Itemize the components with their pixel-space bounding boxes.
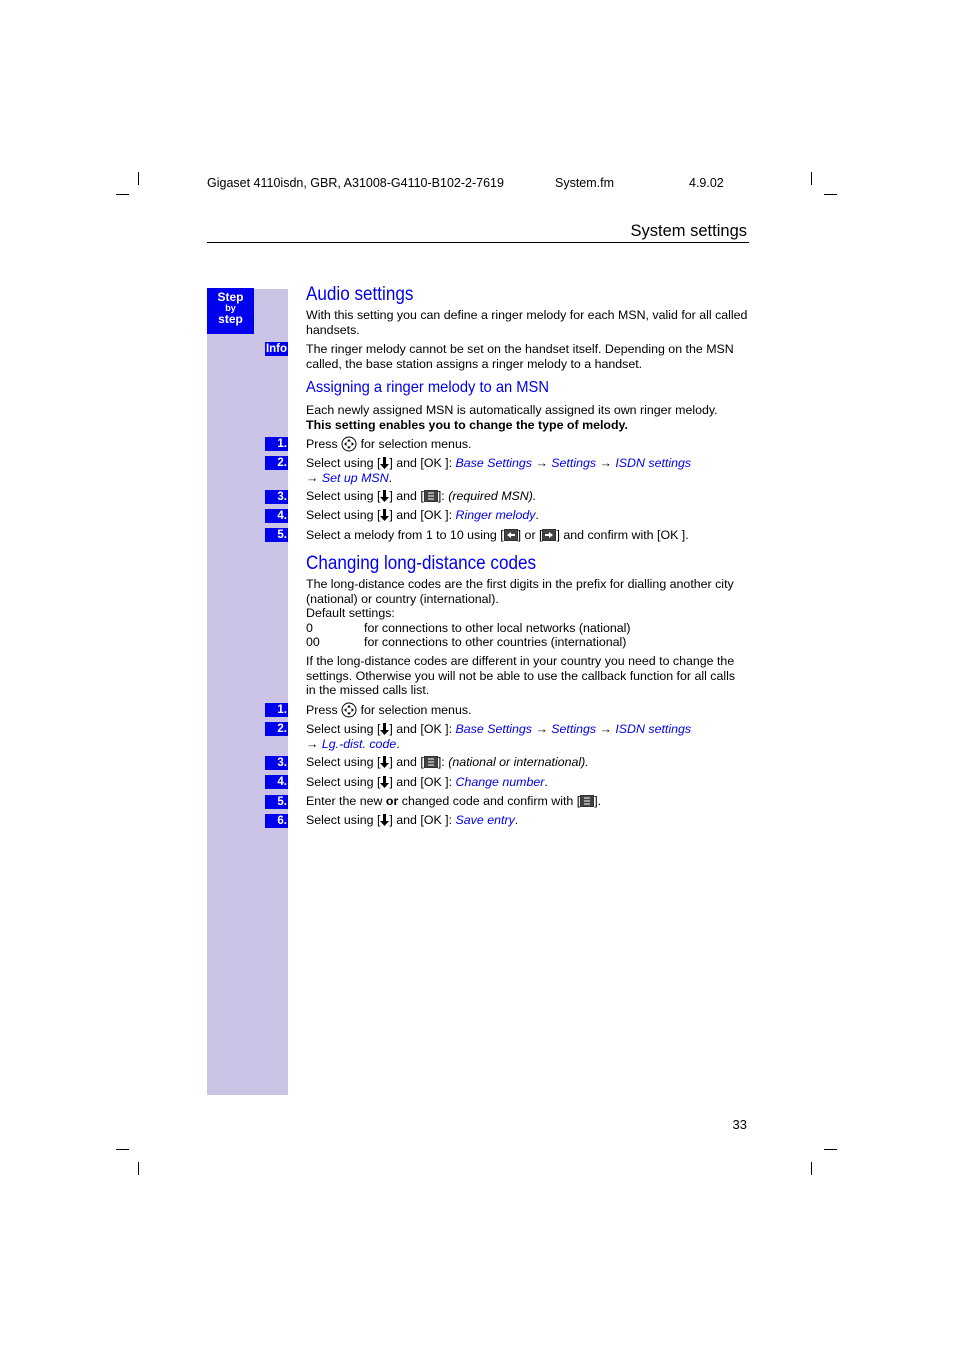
step-text-part: changed code and confirm with [: [401, 794, 581, 808]
step-text-part: for selection menus.: [360, 437, 472, 451]
step-number: 5.: [265, 795, 288, 809]
step-text-part: Select using [: [306, 456, 381, 470]
step-text: [306, 755, 589, 770]
crop-mark: [116, 1149, 129, 1150]
badge-line: by: [225, 302, 236, 313]
step-by-step-badge: [207, 288, 254, 334]
crop-mark: [116, 194, 129, 195]
step-number: 5.: [265, 528, 288, 542]
step-text: Select using [ ] and [OK ]: Ringer melody.: [306, 508, 539, 522]
default-desc: for connections to other countries (international): [364, 635, 627, 649]
step-text-part: Select using [: [306, 775, 381, 789]
file-name: System.fm: [555, 176, 615, 190]
default-code: 00: [306, 635, 320, 649]
audio-info-text: The ringer melody cannot be set on the handset itself. Depending on the MSN called, the base station assigns a ringer melody to a handset.: [306, 342, 734, 371]
step-number: 1.: [265, 703, 288, 717]
menu-link[interactable]: Change number: [455, 775, 545, 789]
ringer-subtitle: Assigning a ringer melody to an MSN: [306, 379, 549, 396]
ringer-intro-bold: This setting enables you to change the type of melody.: [306, 417, 628, 432]
step-text: [306, 489, 536, 504]
step-text: [306, 528, 689, 543]
step-text-part: ] and [: [389, 755, 424, 769]
step-number: 2.: [265, 456, 288, 470]
menu-key-icon: [580, 795, 594, 807]
section-title: System settings: [630, 222, 747, 240]
codes-title: Changing long-distance codes: [306, 553, 537, 574]
step-text: Select using [ ] and [OK ]: Base Settings → Settings → ISDN settings → Set up MSN.: [306, 456, 692, 485]
navigation-key-icon: [341, 702, 357, 718]
step-text: [306, 436, 471, 452]
page-number: 33: [732, 1117, 747, 1132]
step-by-step-sidebar: [207, 289, 288, 1095]
audio-intro: With this setting you can define a ringer melody for each MSN, valid for all called handsets.: [306, 308, 748, 337]
step-text-part: Select using [: [306, 813, 381, 827]
step-text: Select using [ ] and [OK ]: Change number.: [306, 775, 548, 789]
step-text-part: Select using [: [306, 508, 381, 522]
step-text-part: Press: [306, 437, 338, 451]
right-arrow-key-icon: [542, 529, 556, 541]
step-number: 6.: [265, 814, 288, 828]
header-rule: [207, 242, 749, 243]
navigation-key-icon: [341, 436, 357, 452]
codes-intro: The long-distance codes are the first digits in the prefix for dialling another city (national) or country (international).: [306, 577, 734, 606]
step-text-part: ] and [OK ]:: [389, 456, 453, 470]
menu-link[interactable]: Save entry: [455, 813, 515, 827]
step-note: (required MSN).: [448, 489, 537, 503]
step-text-part: Select a melody from 1 to 10 using [: [306, 528, 504, 542]
crop-mark: [138, 1162, 139, 1175]
step-text: [306, 794, 601, 809]
step-text-part: ] and [OK ]:: [389, 508, 453, 522]
step-text: Select using [ ] and [OK ]: Base Settings → Settings → ISDN settings → Lg.-dist. code.: [306, 722, 692, 751]
step-text-part: ] and [OK ]:: [389, 775, 453, 789]
doc-date: 4.9.02: [689, 176, 724, 190]
crop-mark: [824, 194, 837, 195]
step-text-part: ] and confirm with [OK ].: [556, 528, 689, 542]
badge-line: step: [218, 312, 243, 327]
info-badge: Info: [265, 343, 288, 355]
step-text-part: ] or [: [517, 528, 543, 542]
step-text-part: Select using [: [306, 755, 381, 769]
menu-link[interactable]: Settings: [551, 722, 597, 736]
step-text-part: Enter the new: [306, 794, 383, 808]
step-text-part: ] and [OK ]:: [389, 722, 453, 736]
step-number: 4.: [265, 509, 288, 523]
menu-link[interactable]: Base Settings: [455, 722, 532, 736]
left-arrow-key-icon: [504, 529, 518, 541]
menu-link[interactable]: ISDN settings: [615, 456, 692, 470]
step-number: 1.: [265, 437, 288, 451]
menu-link[interactable]: Lg.-dist. code: [321, 736, 397, 751]
step-number: 3.: [265, 756, 288, 770]
step-text-part: Select using [: [306, 722, 381, 736]
step-text: [306, 702, 471, 718]
step-number: 2.: [265, 722, 288, 736]
step-text-part: ].: [594, 794, 602, 808]
crop-mark: [811, 1162, 812, 1175]
ringer-intro-text: Each newly assigned MSN is automatically assigned its own ringer melody.: [306, 403, 718, 417]
step-note: (national or international).: [448, 755, 589, 769]
step-text-part: Press: [306, 703, 338, 717]
badge-line: Step: [217, 290, 244, 304]
default-settings-label: Default settings:: [306, 606, 395, 620]
ringer-intro: [306, 403, 748, 432]
step-text-part: ] and [OK ]:: [389, 813, 453, 827]
menu-link[interactable]: Ringer melody: [455, 508, 536, 522]
step-text: Select using [ ] and [OK ]: Save entry.: [306, 813, 519, 827]
menu-link[interactable]: Settings: [551, 456, 597, 470]
menu-key-icon: [424, 490, 438, 502]
step-text-part: ]:: [437, 755, 445, 769]
menu-link[interactable]: Set up MSN: [321, 470, 389, 485]
crop-mark: [824, 1149, 837, 1150]
step-text-bold: or: [385, 794, 399, 808]
audio-settings-title: Audio settings: [306, 284, 414, 305]
step-text-part: for selection menus.: [360, 703, 472, 717]
menu-link[interactable]: ISDN settings: [615, 722, 692, 736]
step-text-part: ] and [: [389, 489, 424, 503]
step-text-part: Select using [: [306, 489, 381, 503]
crop-mark: [811, 172, 812, 185]
menu-link[interactable]: Base Settings: [455, 456, 532, 470]
step-text-part: ]:: [437, 489, 445, 503]
crop-mark: [138, 172, 139, 185]
step-number: 3.: [265, 490, 288, 504]
default-code: 0: [306, 621, 313, 635]
default-desc: for connections to other local networks (national): [364, 621, 631, 635]
menu-key-icon: [424, 756, 438, 768]
codes-note: If the long-distance codes are different in your country you need to change the settings. Otherwise you will not be able to use the callback function for all calls in the missed calls list.: [306, 654, 736, 698]
step-number: 4.: [265, 775, 288, 789]
doc-id: Gigaset 4110isdn, GBR, A31008-G4110-B102-2-7619: [207, 176, 504, 190]
